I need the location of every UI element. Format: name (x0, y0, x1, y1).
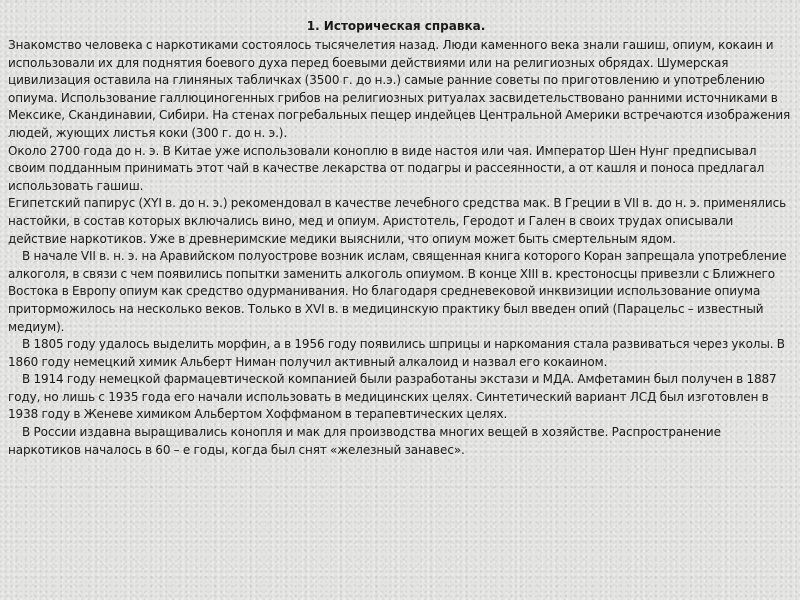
paragraph-egypt-greece: Египетский папирус (XYI в. до н. э.) рекомендовал в качестве лечебного средства мак. В Греции в VII в. до н. э. применялись настойки, в состав которых включались вино, мед и опиум. Аристотель, Геродот и Гален в своих трудах описывали действие наркотиков. Уже в древнеримские медики выяснили, что опиум может быть смертельным ядом. (8, 196, 787, 246)
page-title: 1. Историческая справка. (306, 19, 486, 33)
paragraph-china: Около 2700 года до н. э. В Китае уже использовали коноплю в виде настоя или чая. Император Шен Нунг предписывал своим подданным принимать этот чай в качестве лекарства от подагры и рассеянности, а от кашля и поноса предлагал использовать гашиш. (8, 143, 765, 193)
paragraph-20th-century: В 1914 году немецкой фармацевтической компанией были разработаны экстази и МДА. Амфетамин был получен в 1887 году, но лишь с 1935 года его начали использовать в медицинских целях. Синтетический вариант ЛСД был изготовлен в 1938 году в Женеве химиком Альбертом Хоффманом в терапевтических целях. (8, 372, 777, 422)
paragraph-prehistory: Знакомство человека с наркотиками состоялось тысячелетия назад. Люди каменного века знали гашиш, опиум, кокаин и использовали их для поднятия боевого духа перед боевыми действиями или на религиозных обрядах. Шумерская цивилизация оставила на глиняных табличках (3500 г. до н.э.) самые ранние советы по приготовлению и употреблению опиума. Использование галлюциногенных грибов на религиозных ритуалах засвидетельствовано ранними источниками в Мексике, Скандинавии, Сибири. На стенах погребальных пещер индейцев Центральной Америки встречаются изображения людей, жующих листья коки (300 г. до н. э.). (8, 38, 791, 140)
paragraph-19th-century: В 1805 году удалось выделить морфин, а в 1956 году появились шприцы и наркомания стала развиваться через уколы. В 1860 году немецкий химик Альберт Ниман получил активный алкалоид и назвал его кокаином. (8, 337, 785, 369)
paragraph-middle-ages: В начале VII в. н. э. на Аравийском полуострове возник ислам, священная книга которого Коран запрещала употребление алкоголя, в связи с чем появились попытки заменить алкоголь опиумом. В конце XIII в. крестоносцы привезли с Ближнего Востока в Европу опиум как средство одурманивания. Но благодаря средневековой инквизиции использование опиума приторможилось на несколько веков. Только в XVI в. в медицинскую практику был введен опий (Парацельс – известный медиум). (8, 249, 787, 334)
paragraph-russia: В России издавна выращивались конопля и мак для производства многих вещей в хозяйстве. Распространение наркотиков началось в 60 – е годы, когда был снят «железный занавес». (8, 425, 721, 457)
